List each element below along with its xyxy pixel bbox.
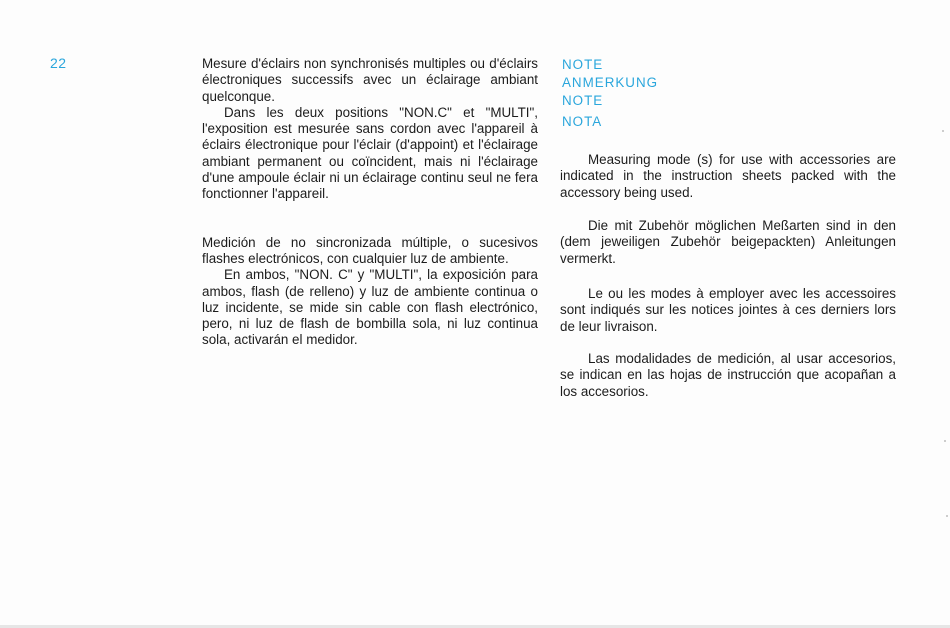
note-heading-es: NOTA [562, 114, 603, 129]
spanish-paragraph-2: En ambos, "NON. C" y "MULTI", la exposición para ambos, flash (de relleno) y luz de ambiente continua o luz incidente, se mide sin cable con flash electrónico, pero, ni luz de flash de bombilla sola, ni luz continua sola, activarán el medidor. [202, 267, 538, 348]
spanish-paragraph-1: Medición de no sincronizada múltiple, o sucesivos flashes electrónicos, con cualquier luz de ambiente. [202, 234, 538, 266]
paper-speck [944, 440, 946, 442]
note-heading-de: ANMERKUNG [562, 75, 659, 90]
note-headings [562, 56, 658, 131]
column-spacer [202, 203, 538, 235]
note-text-spanish [560, 351, 896, 400]
paper-speck [946, 515, 948, 517]
french-paragraph-2: Dans les deux positions "NON.C" et "MULTI", l'exposition est mesurée sans cordon avec l'appareil à éclairs électronique pour l'éclair (d'appoint) et l'éclairage ambiant permanent ou coïncident, mais ni l'éclairage d'une ampoule éclair ni un éclairage continu seul ne fera fonctionner l'appareil. [202, 104, 538, 202]
note-paragraph-de: Die mit Zubehör möglichen Meßarten sind in den (dem jeweiligen Zubehör beigepackten) Anleitungen vermerkt. [560, 218, 896, 266]
note-paragraph-es: Las modalidades de medición, al usar accesorios, se indican en las hojas de instrucción que acopañan a los accesorios. [560, 351, 896, 399]
note-heading-en: NOTE [562, 57, 604, 72]
left-column [202, 56, 538, 349]
paper-speck [942, 130, 944, 132]
note-heading-fr: NOTE [562, 93, 604, 108]
note-text-german [560, 218, 896, 267]
note-text-french [560, 286, 896, 335]
note-paragraph-fr: Le ou les modes à employer avec les accessoires sont indiqués sur les notices jointes à ces derniers lors de leur livraison. [560, 286, 896, 334]
french-paragraph-1: Mesure d'éclairs non synchronisés multiples ou d'éclairs électroniques successifs avec un éclairage ambiant quelconque. [202, 56, 538, 104]
note-paragraph-en: Measuring mode (s) for use with accessories are indicated in the instruction sheets packed with the accessory being used. [560, 152, 896, 200]
note-text-english [560, 152, 896, 201]
page-number: 22 [50, 55, 67, 71]
